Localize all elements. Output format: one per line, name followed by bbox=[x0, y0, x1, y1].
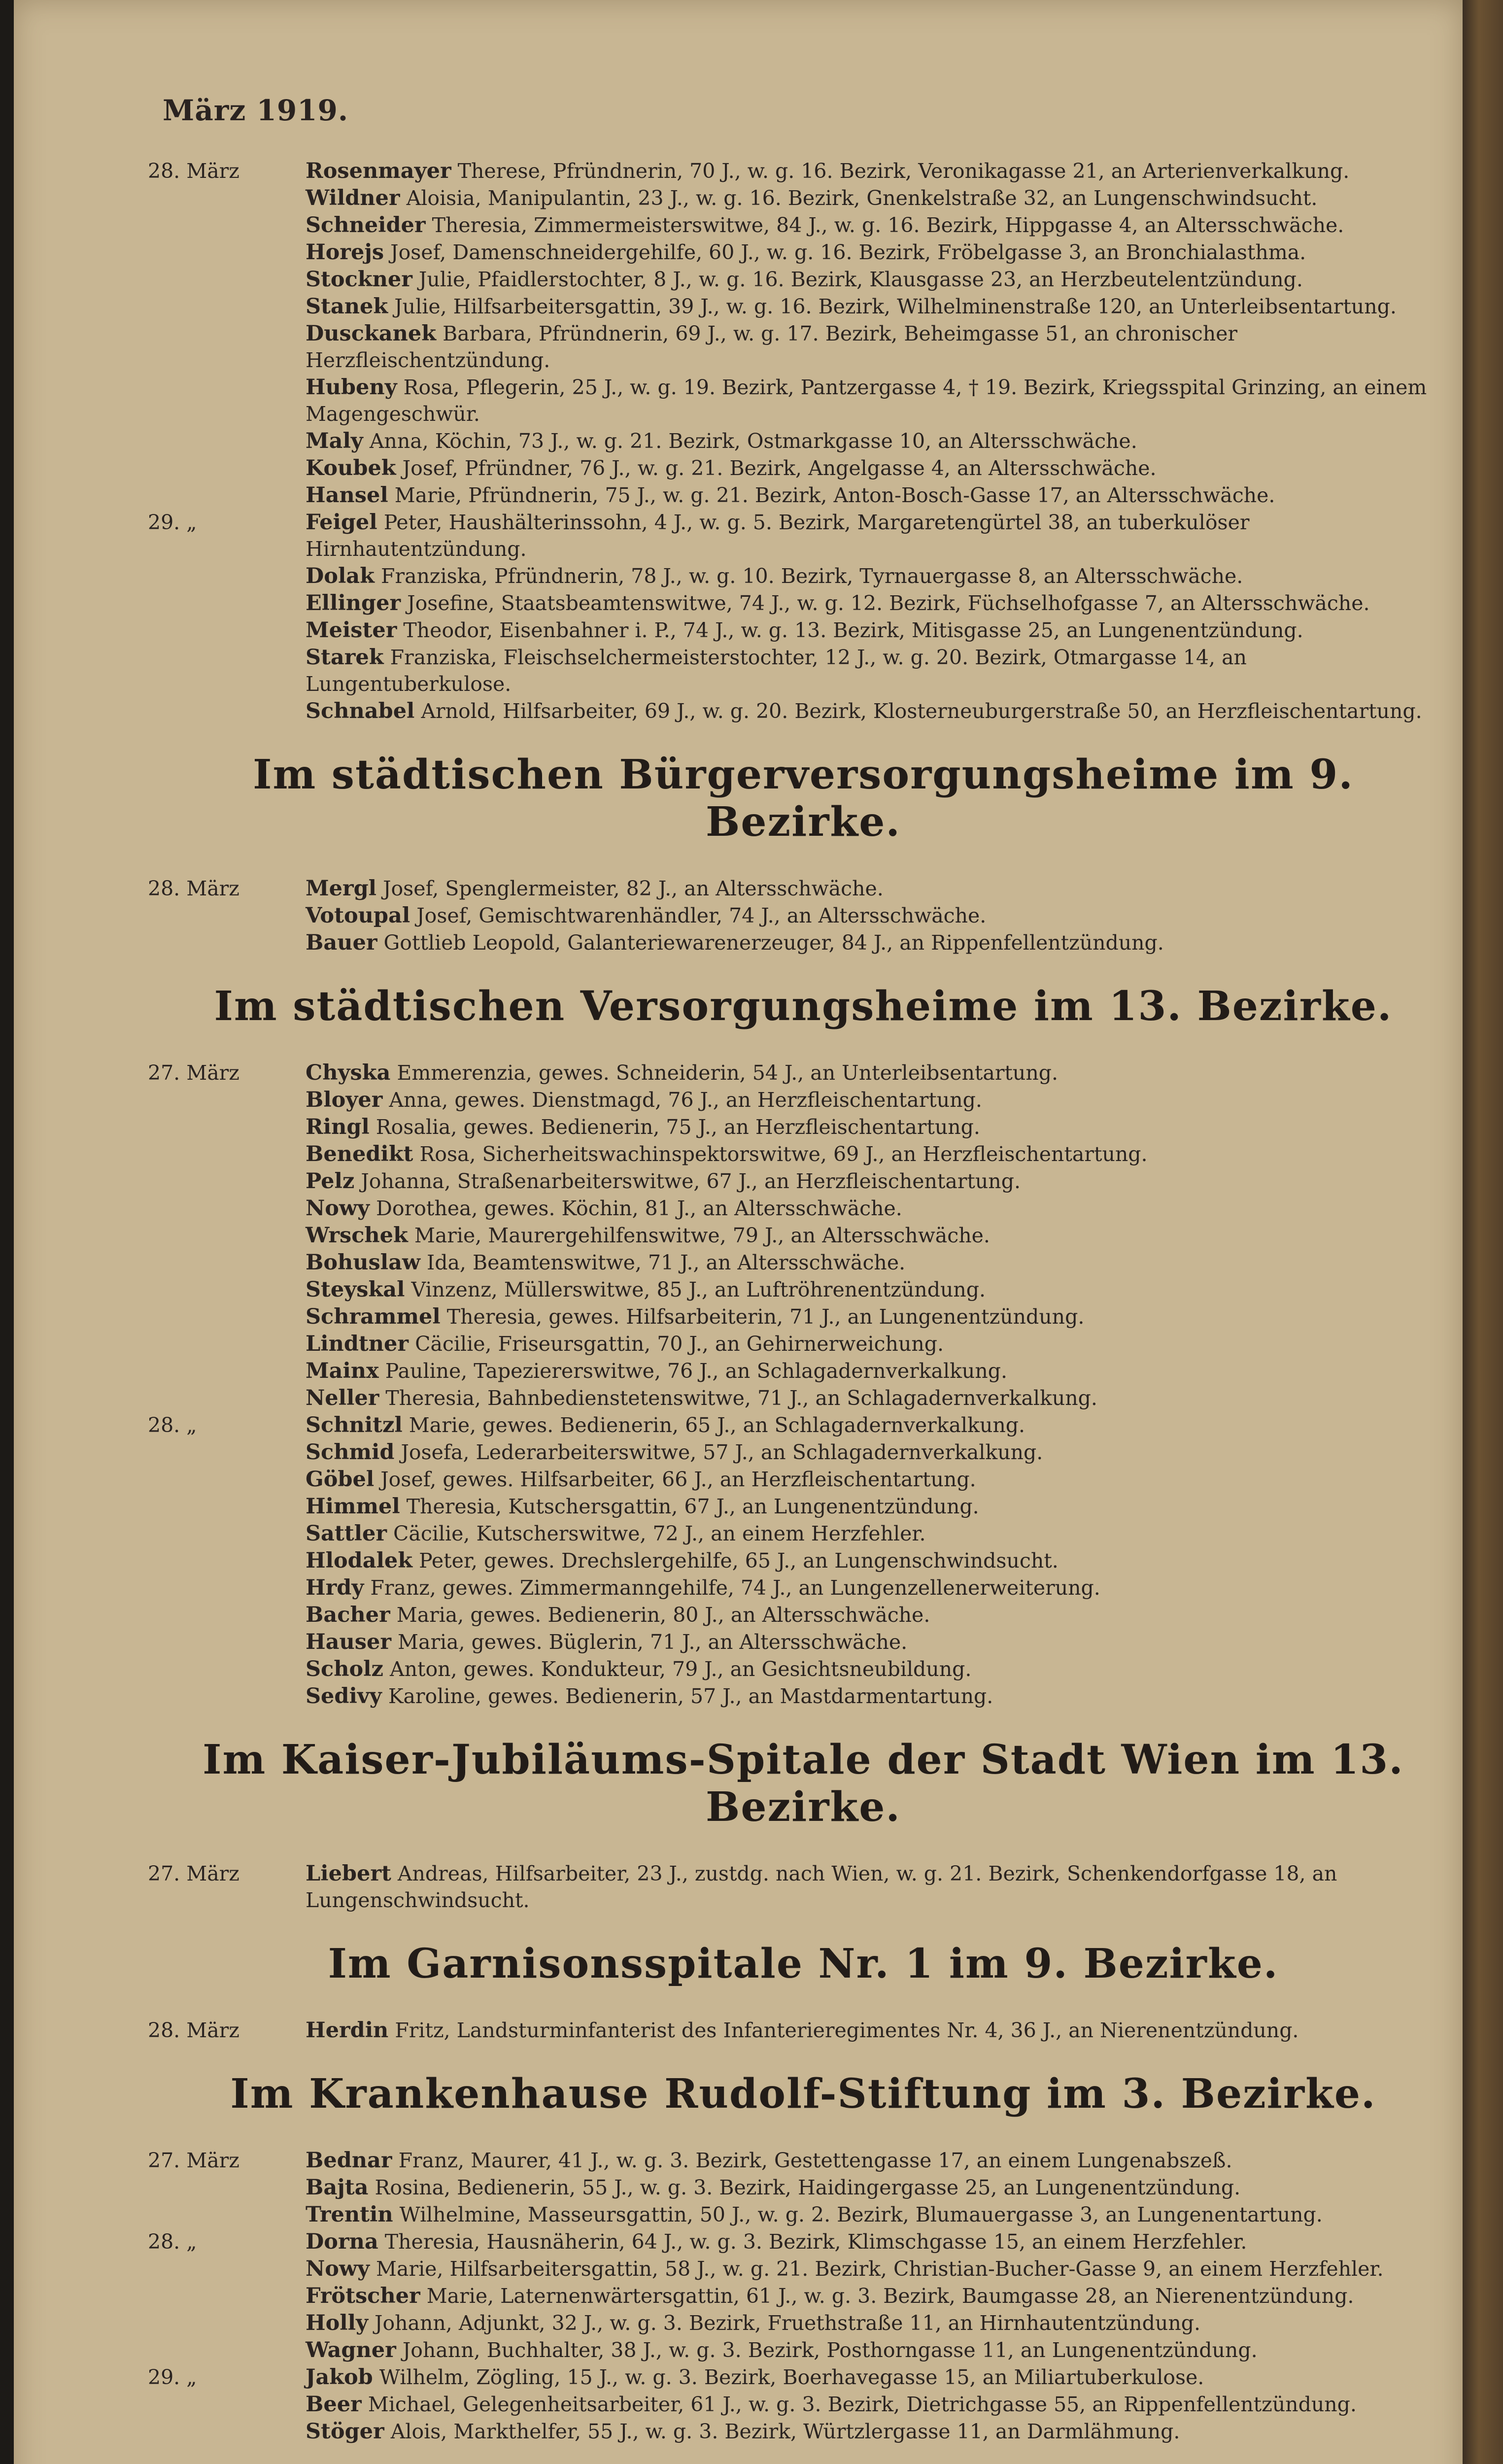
register-entry bbox=[148, 1060, 1459, 1086]
entry-surname: Horejs bbox=[306, 240, 384, 265]
entry-details: Vinzenz, Müllerswitwe, 85 J., an Luftröhrenentzündung. bbox=[411, 1278, 986, 1301]
entry-details: Theresia, Bahnbedienstetenswitwe, 71 J., an Schlagadernverkalkung. bbox=[385, 1386, 1097, 1410]
entry-details: Barbara, Pfründnerin, 69 J., w. g. 17. Bezirk, Beheimgasse 51, an chronischer Herzfleischentzündung. bbox=[306, 322, 1237, 372]
register-entry bbox=[148, 1574, 1459, 1601]
entry-surname: Jakob bbox=[306, 2365, 373, 2390]
entry-surname: Stanek bbox=[306, 294, 388, 319]
entry-date: 28. „ bbox=[148, 2230, 197, 2254]
register-entry bbox=[148, 1439, 1459, 1466]
entry-surname: Schmid bbox=[306, 1440, 395, 1465]
entry-date: 28. „ bbox=[148, 1413, 197, 1437]
register-entry bbox=[148, 875, 1459, 902]
entry-surname: Beer bbox=[306, 2392, 362, 2417]
entry-details: Marie, Pfründnerin, 75 J., w. g. 21. Bezirk, Anton-Bosch-Gasse 17, an Altersschwäche. bbox=[394, 483, 1275, 507]
entry-surname: Bajta bbox=[306, 2175, 369, 2200]
entry-surname: Dusckanek bbox=[306, 321, 437, 346]
entry-details: Cäcilie, Kutscherswitwe, 72 J., an einem Herzfehler. bbox=[393, 1522, 926, 1545]
entry-date: 27. März bbox=[148, 1862, 239, 1885]
register-entry bbox=[148, 1331, 1459, 1357]
register-entry bbox=[148, 2364, 1459, 2391]
register-entry bbox=[148, 1683, 1459, 1710]
entry-details: Gottlieb Leopold, Galanteriewarenerzeuger, 84 J., an Rippenfellentzündung. bbox=[383, 931, 1164, 955]
entry-surname: Schneider bbox=[306, 213, 426, 238]
register-entry bbox=[148, 293, 1459, 320]
entry-surname: Nowy bbox=[306, 1196, 370, 1221]
entry-date: 28. März bbox=[148, 2019, 239, 2042]
entry-details: Marie, Laternenwärtersgattin, 61 J., w. g. 3. Bezirk, Baumgasse 28, an Nierenentzündung. bbox=[426, 2284, 1354, 2308]
register-entry bbox=[148, 1168, 1459, 1195]
register-entry bbox=[148, 2017, 1459, 2044]
register-entry bbox=[148, 2418, 1459, 2445]
entry-details: Josefa, Lederarbeiterswitwe, 57 J., an Schlagadernverkalkung. bbox=[401, 1440, 1043, 1464]
entry-surname: Bednar bbox=[306, 2148, 392, 2173]
entry-surname: Hlodalek bbox=[306, 1548, 413, 1573]
register-entry bbox=[148, 2174, 1459, 2201]
entry-details: Fritz, Landsturminfanterist des Infanterieregimentes Nr. 4, 36 J., an Nierenentzündung. bbox=[395, 2019, 1299, 2042]
entry-details: Maria, gewes. Büglerin, 71 J., an Altersschwäche. bbox=[398, 1630, 908, 1654]
section-heading: Im Krankenhause Rudolf-Stiftung im 3. Bezirke. bbox=[230, 2070, 1376, 2118]
register-entry bbox=[148, 2228, 1459, 2255]
register-entry bbox=[148, 1520, 1459, 1547]
entry-details: Rosalia, gewes. Bedienerin, 75 J., an Herzfleischentartung. bbox=[376, 1115, 980, 1139]
entry-surname: Bauer bbox=[306, 930, 377, 955]
entry-surname: Neller bbox=[306, 1386, 379, 1410]
register-entry bbox=[148, 212, 1459, 239]
death-register-list bbox=[148, 89, 1459, 2445]
entry-surname: Mainx bbox=[306, 1359, 379, 1383]
entry-date: 27. März bbox=[148, 1061, 239, 1085]
entry-surname: Votoupal bbox=[306, 903, 410, 928]
entry-details: Pauline, Tapeziererswitwe, 76 J., an Schlagadernverkalkung. bbox=[385, 1359, 1008, 1383]
register-section bbox=[148, 158, 1459, 724]
register-entry bbox=[148, 698, 1459, 724]
entry-surname: Feigel bbox=[306, 510, 377, 535]
entry-details: Julie, Hilfsarbeitersgattin, 39 J., w. g. 16. Bezirk, Wilhelminenstraße 120, an Unterleibsentartung. bbox=[394, 295, 1397, 318]
page-edge bbox=[1463, 0, 1503, 2464]
entry-details: Marie, Maurergehilfenswitwe, 79 J., an Altersschwäche. bbox=[414, 1224, 990, 1247]
entry-surname: Ellinger bbox=[306, 591, 401, 616]
entry-details: Aloisia, Manipulantin, 23 J., w. g. 16. Bezirk, Gnenkelstraße 32, an Lungenschwindsucht. bbox=[406, 186, 1318, 210]
entry-details: Rosa, Pflegerin, 25 J., w. g. 19. Bezirk, Pantzergasse 4, † 19. Bezirk, Kriegsspital Grinzing, an einem Magengeschwür. bbox=[306, 376, 1427, 426]
entry-details: Anton, gewes. Kondukteur, 79 J., an Gesichtsneubildung. bbox=[389, 1657, 972, 1681]
register-section bbox=[148, 983, 1459, 1710]
entry-surname: Wildner bbox=[306, 186, 400, 210]
entry-surname: Trentin bbox=[306, 2202, 393, 2227]
page-header-date: März 1919. bbox=[163, 94, 349, 127]
register-entry bbox=[148, 1222, 1459, 1249]
entry-surname: Rosenmayer bbox=[306, 159, 451, 183]
register-entry bbox=[148, 644, 1459, 697]
entry-surname: Bloyer bbox=[306, 1088, 383, 1112]
register-entry bbox=[148, 1195, 1459, 1222]
entry-details: Peter, gewes. Drechslergehilfe, 65 J., an Lungenschwindsucht. bbox=[419, 1549, 1059, 1573]
entry-details: Theresia, Kutschersgattin, 67 J., an Lungenentzündung. bbox=[406, 1495, 979, 1518]
entry-surname: Schnitzl bbox=[306, 1413, 403, 1437]
entry-surname: Steyskal bbox=[306, 1277, 405, 1302]
register-entry bbox=[148, 563, 1459, 589]
entry-details: Rosa, Sicherheitswachinspektorswitwe, 69 J., an Herzfleischentartung. bbox=[419, 1142, 1148, 1166]
entry-surname: Hrdy bbox=[306, 1575, 364, 1600]
register-entry bbox=[148, 1385, 1459, 1411]
entry-surname: Schnabel bbox=[306, 699, 415, 723]
entry-surname: Wrschek bbox=[306, 1223, 408, 1248]
section-heading: Im städtischen Versorgungsheime im 13. Bezirke. bbox=[214, 983, 1393, 1030]
register-entry bbox=[148, 1602, 1459, 1628]
register-entry bbox=[148, 266, 1459, 293]
register-entry bbox=[148, 1249, 1459, 1276]
entry-surname: Stockner bbox=[306, 267, 412, 292]
entry-date: 27. März bbox=[148, 2149, 239, 2172]
entry-details: Wilhelm, Zögling, 15 J., w. g. 3. Bezirk, Boerhavegasse 15, an Miliartuberkulose. bbox=[379, 2365, 1204, 2389]
entry-surname: Hubeny bbox=[306, 375, 397, 400]
entry-surname: Dolak bbox=[306, 564, 375, 588]
register-section bbox=[148, 751, 1459, 956]
register-entry bbox=[148, 590, 1459, 616]
register-entry bbox=[148, 1656, 1459, 1682]
register-section bbox=[148, 2070, 1459, 2445]
entry-details: Johann, Buchhalter, 38 J., w. g. 3. Bezirk, Posthorngasse 11, an Lungenentzündung. bbox=[402, 2338, 1258, 2362]
register-entry bbox=[148, 1412, 1459, 1438]
entry-surname: Koubek bbox=[306, 456, 396, 480]
entry-details: Peter, Haushälterinssohn, 4 J., w. g. 5. Bezirk, Margaretengürtel 38, an tuberkulöser Hirnhautentzündung. bbox=[306, 511, 1250, 561]
register-section bbox=[148, 1736, 1459, 1914]
entry-details: Marie, Hilfsarbeitersgattin, 58 J., w. g. 21. Bezirk, Christian-Bucher-Gasse 9, an einem Herzfehler. bbox=[376, 2257, 1384, 2281]
register-entry bbox=[148, 2310, 1459, 2336]
entry-details: Anna, gewes. Dienstmagd, 76 J., an Herzfleischentartung. bbox=[389, 1088, 982, 1112]
register-entry bbox=[148, 1114, 1459, 1140]
entry-surname: Nowy bbox=[306, 2257, 370, 2281]
entry-surname: Hansel bbox=[306, 483, 388, 508]
register-entry bbox=[148, 617, 1459, 644]
entry-surname: Lindtner bbox=[306, 1332, 409, 1356]
entry-details: Wilhelmine, Masseursgattin, 50 J., w. g. 2. Bezirk, Blumauergasse 3, an Lungenentartung. bbox=[399, 2203, 1323, 2226]
register-entry bbox=[148, 1466, 1459, 1493]
register-entry bbox=[148, 2283, 1459, 2309]
entry-details: Theresia, Zimmermeisterswitwe, 84 J., w. g. 16. Bezirk, Hippgasse 4, an Altersschwäche. bbox=[432, 213, 1344, 237]
entry-details: Franz, gewes. Zimmermanngehilfe, 74 J., an Lungenzellenerweiterung. bbox=[370, 1576, 1100, 1600]
register-entry bbox=[148, 2256, 1459, 2282]
entry-details: Franz, Maurer, 41 J., w. g. 3. Bezirk, Gestettengasse 17, an einem Lungenabszeß. bbox=[398, 2149, 1232, 2172]
entry-date: 28. März bbox=[148, 877, 239, 900]
register-entry bbox=[148, 1276, 1459, 1303]
register-entry bbox=[148, 1087, 1459, 1113]
register-entry bbox=[148, 2201, 1459, 2228]
entry-surname: Stöger bbox=[306, 2419, 384, 2444]
entry-surname: Maly bbox=[306, 429, 363, 453]
entry-details: Andreas, Hilfsarbeiter, 23 J., zustdg. nach Wien, w. g. 21. Bezirk, Schenkendorfgasse 18, an Lungenschwindsucht. bbox=[306, 1862, 1337, 1912]
register-entry bbox=[148, 2147, 1459, 2174]
entry-surname: Herdin bbox=[306, 2018, 389, 2043]
register-entry bbox=[148, 1141, 1459, 1167]
register-entry bbox=[148, 929, 1459, 956]
entry-details: Theresia, Hausnäherin, 64 J., w. g. 3. Bezirk, Klimschgasse 15, an einem Herzfehler. bbox=[384, 2230, 1247, 2254]
entry-surname: Frötscher bbox=[306, 2284, 420, 2308]
entry-details: Marie, gewes. Bedienerin, 65 J., an Schlagadernverkalkung. bbox=[409, 1413, 1025, 1437]
entry-surname: Ringl bbox=[306, 1115, 370, 1139]
entry-details: Johann, Adjunkt, 32 J., w. g. 3. Bezirk, Fruethstraße 11, an Hirnhautentzündung. bbox=[375, 2311, 1201, 2335]
entry-surname: Göbel bbox=[306, 1467, 375, 1492]
entry-details: Rosina, Bedienerin, 55 J., w. g. 3. Bezirk, Haidingergasse 25, an Lungenentzündung. bbox=[375, 2176, 1241, 2199]
section-heading: Im Garnisonsspitale Nr. 1 im 9. Bezirke. bbox=[328, 1940, 1279, 1987]
register-entry bbox=[148, 1493, 1459, 1520]
entry-details: Theresia, gewes. Hilfsarbeiterin, 71 J., an Lungenentzündung. bbox=[446, 1305, 1085, 1329]
register-entry bbox=[148, 455, 1459, 481]
register-entry bbox=[148, 1860, 1459, 1914]
register-entry bbox=[148, 1303, 1459, 1330]
entry-surname: Bacher bbox=[306, 1603, 390, 1627]
entry-surname: Pelz bbox=[306, 1169, 355, 1194]
register-entry bbox=[148, 1358, 1459, 1384]
entry-date: 28. März bbox=[148, 159, 239, 183]
register-entry bbox=[148, 902, 1459, 929]
entry-surname: Himmel bbox=[306, 1494, 400, 1519]
entry-surname: Chyska bbox=[306, 1061, 391, 1085]
entry-details: Therese, Pfründnerin, 70 J., w. g. 16. Bezirk, Veronikagasse 21, an Arterienverkalkung. bbox=[457, 159, 1350, 183]
register-entry bbox=[148, 428, 1459, 454]
register-entry bbox=[148, 320, 1459, 374]
entry-details: Dorothea, gewes. Köchin, 81 J., an Altersschwäche. bbox=[376, 1197, 902, 1220]
register-entry bbox=[148, 2337, 1459, 2363]
entry-surname: Holly bbox=[306, 2311, 368, 2335]
entry-surname: Sedivy bbox=[306, 1684, 382, 1709]
entry-surname: Scholz bbox=[306, 1657, 383, 1681]
section-heading: Im städtischen Bürgerversorgungsheime im 9. Bezirke. bbox=[253, 751, 1354, 846]
entry-surname: Dorna bbox=[306, 2229, 378, 2254]
entry-surname: Hauser bbox=[306, 1630, 391, 1654]
register-entry bbox=[148, 1547, 1459, 1574]
entry-details: Johanna, Straßenarbeiterswitwe, 67 J., an Herzfleischentartung. bbox=[361, 1169, 1021, 1193]
entry-details: Franziska, Fleischselchermeisterstochter, 12 J., w. g. 20. Bezirk, Otmargasse 14, an Lungentuberkulose. bbox=[306, 646, 1247, 696]
entry-details: Josef, gewes. Hilfsarbeiter, 66 J., an Herzfleischentartung. bbox=[380, 1468, 976, 1491]
register-entry bbox=[148, 158, 1459, 184]
entry-surname: Schrammel bbox=[306, 1304, 441, 1329]
register-entry bbox=[148, 185, 1459, 211]
entry-details: Emmerenzia, gewes. Schneiderin, 54 J., an Unterleibsentartung. bbox=[397, 1061, 1058, 1085]
entry-details: Julie, Pfaidlerstochter, 8 J., w. g. 16. Bezirk, Klausgasse 23, an Herzbeutelentzündung. bbox=[418, 268, 1303, 291]
register-entry bbox=[148, 482, 1459, 509]
entry-details: Arnold, Hilfsarbeiter, 69 J., w. g. 20. Bezirk, Klosterneuburgerstraße 50, an Herzfleischentartung. bbox=[421, 699, 1422, 723]
entry-surname: Mergl bbox=[306, 876, 377, 901]
entry-details: Josefine, Staatsbeamtenswitwe, 74 J., w. g. 12. Bezirk, Füchselhofgasse 7, an Altersschwäche. bbox=[407, 591, 1370, 615]
register-entry bbox=[148, 1629, 1459, 1655]
register-section bbox=[148, 1940, 1459, 2044]
entry-surname: Starek bbox=[306, 645, 384, 670]
entry-surname: Benedikt bbox=[306, 1142, 413, 1166]
entry-details: Michael, Gelegenheitsarbeiter, 61 J., w. g. 3. Bezirk, Dietrichgasse 55, an Rippenfellentzündung. bbox=[368, 2393, 1357, 2416]
register-entry bbox=[148, 2391, 1459, 2418]
entry-date: 29. „ bbox=[148, 511, 197, 534]
entry-details: Franziska, Pfründnerin, 78 J., w. g. 10. Bezirk, Tyrnauergasse 8, an Altersschwäche. bbox=[381, 564, 1243, 588]
entry-surname: Bohuslaw bbox=[306, 1250, 420, 1275]
entry-surname: Wagner bbox=[306, 2338, 396, 2362]
entry-details: Ida, Beamtenswitwe, 71 J., an Altersschwäche. bbox=[427, 1251, 906, 1274]
entry-details: Maria, gewes. Bedienerin, 80 J., an Altersschwäche. bbox=[396, 1603, 930, 1627]
entry-details: Karoline, gewes. Bedienerin, 57 J., an Mastdarmentartung. bbox=[388, 1684, 993, 1708]
entry-details: Josef, Gemischtwarenhändler, 74 J., an Altersschwäche. bbox=[416, 904, 987, 927]
register-entry bbox=[148, 239, 1459, 266]
entry-details: Josef, Pfründner, 76 J., w. g. 21. Bezirk, Angelgasse 4, an Altersschwäche. bbox=[402, 456, 1157, 480]
entry-surname: Liebert bbox=[306, 1861, 391, 1886]
entry-details: Cäcilie, Friseursgattin, 70 J., an Gehirnerweichung. bbox=[415, 1332, 944, 1356]
entry-details: Theodor, Eisenbahner i. P., 74 J., w. g. 13. Bezirk, Mitisgasse 25, an Lungenentzündung. bbox=[403, 618, 1303, 642]
register-entry bbox=[148, 509, 1459, 562]
entry-details: Josef, Spenglermeister, 82 J., an Altersschwäche. bbox=[383, 877, 884, 900]
entry-surname: Sattler bbox=[306, 1521, 387, 1546]
entry-surname: Meister bbox=[306, 618, 397, 643]
entry-details: Josef, Damenschneidergehilfe, 60 J., w. g. 16. Bezirk, Fröbelgasse 3, an Bronchialasthma. bbox=[390, 240, 1306, 264]
entry-details: Alois, Markthelfer, 55 J., w. g. 3. Bezirk, Würtzlergasse 11, an Darmlähmung. bbox=[390, 2420, 1180, 2443]
register-entry bbox=[148, 374, 1459, 427]
entry-date: 29. „ bbox=[148, 2365, 197, 2389]
section-heading: Im Kaiser-Jubiläums-Spitale der Stadt Wien im 13. Bezirke. bbox=[203, 1736, 1404, 1831]
entry-details: Anna, Köchin, 73 J., w. g. 21. Bezirk, Ostmarkgasse 10, an Altersschwäche. bbox=[369, 429, 1137, 453]
